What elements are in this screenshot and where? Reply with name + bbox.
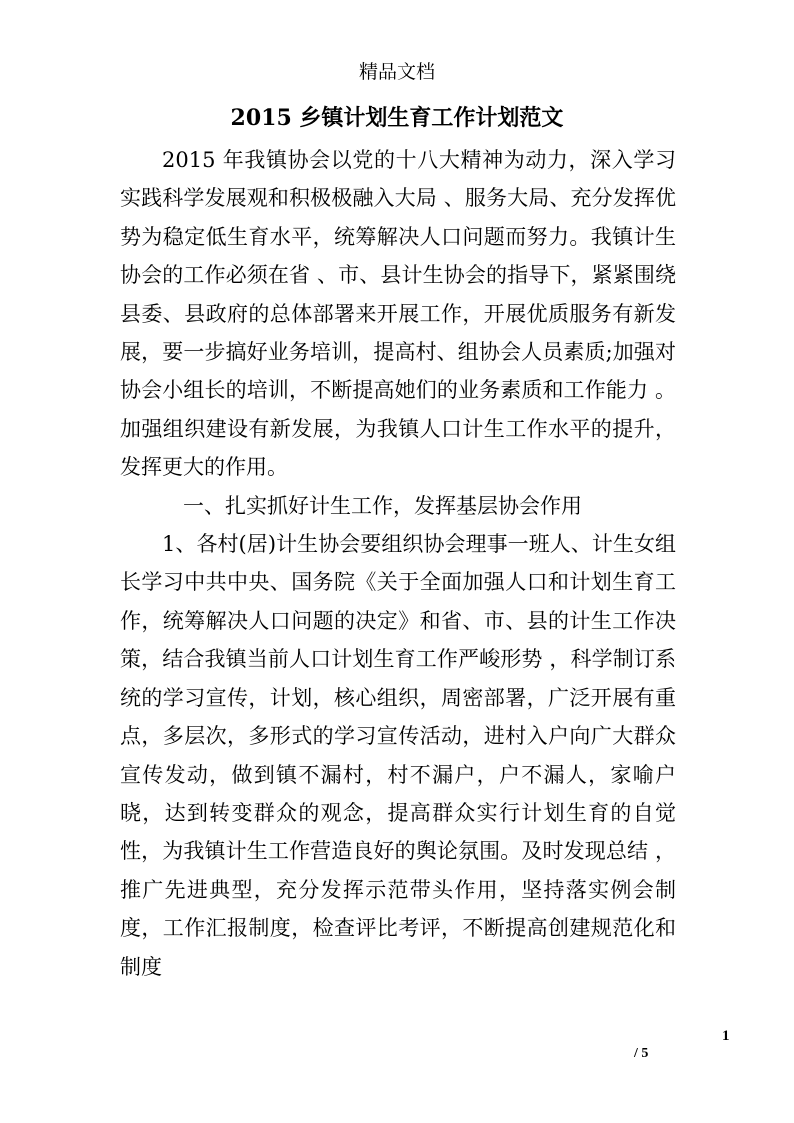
- paragraph-intro: 2015 年我镇协会以党的十八大精神为动力，深入学习实践科学发展观和积极极融入大局 、服务大局、充分发挥优势为稳定低生育水平，统筹解决人口问题而努力。我镇计生协会的工作必须在省 、市、县计生协会的指导下，紧紧围绕县委、县政府的总体部署来开展工作，开展优质服务有新发展，要一步搞好业务培训，提高村、组协会人员素质;加强对协会小组长的培训，不断提高她们的业务素质和工作能力 。加强组织建设有新发展，为我镇人口计生工作水平的提升，发挥更大的作用。: [120, 148, 676, 480]
- document-header-label: 精品文档: [358, 61, 435, 83]
- page-number: 1: [722, 1028, 730, 1044]
- paragraph-item-1: 1、各村(居)计生协会要组织协会理事一班人、计生女组长学习中共中央、国务院《关于全面加强人口和计划生育工作，统筹解决人口问题的决定》和省、市、县的计生工作决策，结合我镇当前人口计划生育工作严峻形势 ，科学制订系统的学习宣传，计划，核心组织，周密部署，广泛开展有重点，多层次，多形式的学习宣传活动，进村入户向广大群众宣传发动，做到镇不漏村，村不漏户，户不漏人，家喻户晓，达到转变群众的观念，提高群众实行计划生育的自觉性，为我镇计生工作营造良好的舆论氛围。及时发现总结 ，推广先进典型，充分发挥示范带头作用，坚持落实例会制度，工作汇报制度，检查评比考评，不断提高创建规范化和制度: [120, 532, 676, 979]
- document-body: [120, 141, 676, 986]
- section-heading: 一、扎实抓好计生工作，发挥基层协会作用: [183, 493, 582, 518]
- document-title: 2015 乡镇计划生育工作计划范文: [230, 105, 564, 131]
- page-total: / 5: [634, 1046, 649, 1061]
